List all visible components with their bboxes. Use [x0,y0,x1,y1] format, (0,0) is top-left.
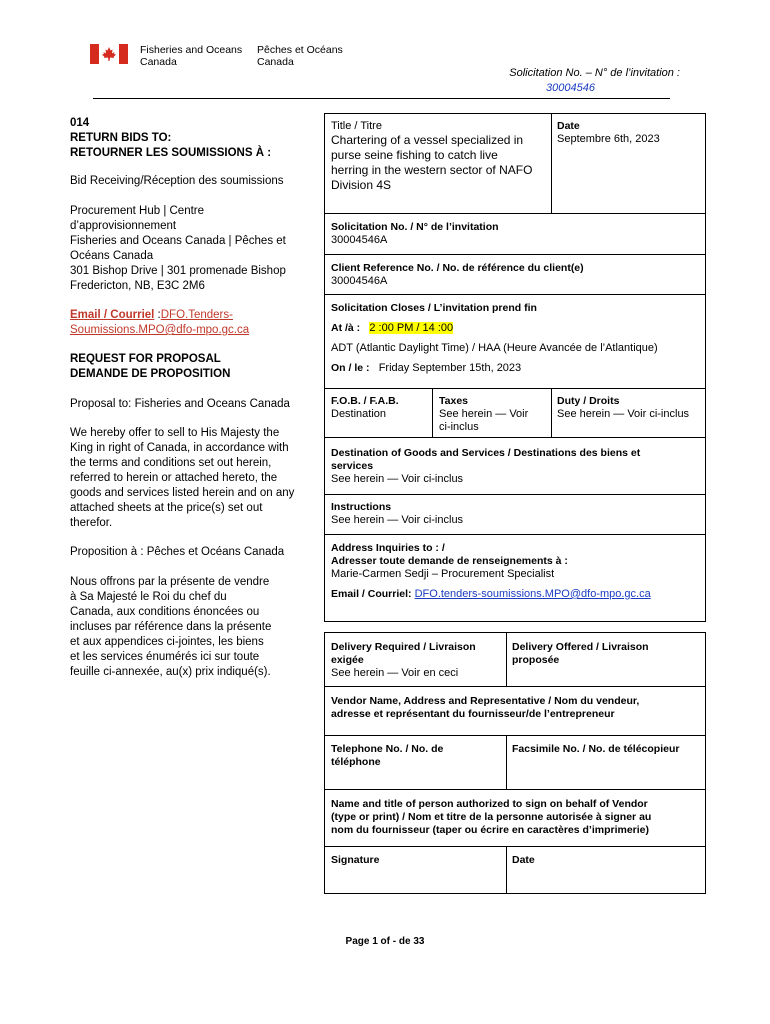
destination-cell [331,447,703,486]
solicitation-no-value: 30004546A [331,234,388,246]
rfp-title-en: REQUEST FOR PROPOSAL [70,353,221,365]
left-email-label: Email / Courriel [70,309,155,321]
telephone-label-line2: téléphone [331,756,381,768]
title-value-line: Division 4S [331,178,392,192]
inquiries-cell [331,542,703,601]
title-value-line: herring in the western sector of NAFO [331,163,533,177]
destination-label-line2: services [331,460,374,472]
closing-timezone: ADT (Atlantic Daylight Time) / HAA (Heure Avancée de l’Atlantique) [331,342,658,354]
delivery-required-cell [331,641,503,680]
address-line: Fredericton, NB, E3C 2M6 [70,280,205,292]
org-name-fr-line1: Pêches et Océans [257,44,343,56]
closing-at-label: At /à : [331,322,361,334]
fob-label: F.O.B. / F.A.B. [331,395,399,407]
divider [324,213,706,214]
left-email [70,308,325,338]
return-bids-fr: RETOURNER LES SOUMISSIONS À : [70,147,272,159]
signature-label: Signature [331,854,380,866]
address-line: Fisheries and Oceans Canada | Pêches et [70,235,286,247]
offer-en-line: the terms and conditions set out herein, [70,457,272,469]
left-email-colon: : [154,309,161,321]
instructions-cell [331,501,703,527]
solicitation-no-cell [331,221,701,247]
solicitation-header-number: 30004546 [546,82,595,94]
address-line: Procurement Hub | Centre [70,205,205,217]
address-line: d’approvisionnement [70,220,177,232]
divider [506,846,507,894]
date-label: Date [557,120,580,132]
divider [324,534,706,535]
offer-en-line: goods and services listed herein and on any [70,487,295,499]
left-email-link-part2[interactable]: Soumissions.MPO@dfo-mpo.gc.ca [70,324,250,336]
signature-date-cell[interactable] [512,854,702,867]
closing-date: Friday September 15th, 2023 [378,362,522,374]
divider [324,254,706,255]
delivery-required-label-line2: exigée [331,654,364,666]
return-bids-en: RETURN BIDS TO: [70,132,172,144]
offer-fr-line: incluses par référence dans la présente [70,621,272,633]
divider [324,846,706,847]
bid-receiving: Bid Receiving/Réception des soumissions [70,175,284,187]
divider [551,388,552,437]
delivery-offered-label-line1: Delivery Offered / Livraison [512,641,649,653]
title-value-line: purse seine fishing to catch live [331,148,498,162]
closing-on-label: On / le : [331,362,370,374]
solicitation-no-label: Solicitation No. / N° de l’invitation [331,221,499,233]
inquiries-contact: Marie-Carmen Sedji – Procurement Specialist [331,568,555,580]
closing-cell [331,302,703,375]
canada-flag-logo [90,44,128,64]
divider [432,388,433,437]
offer-fr [70,575,325,680]
date-value: Septembre 6th, 2023 [557,133,660,145]
divider [324,686,706,687]
taxes-value-line1: See herein — Voir [439,408,529,420]
fob-cell [331,395,431,421]
destination-label-line1: Destination of Goods and Services / Destinations des biens et [331,447,641,459]
date-cell [557,120,702,146]
taxes-cell [439,395,549,434]
offer-fr-line: feuille ci-annexée, au(x) prix indiqué(s). [70,666,271,678]
org-name-en [140,44,242,68]
vendor-label-line2: adresse et représentant du fournisseur/de l’entrepreneur [331,708,615,720]
client-ref-value: 30004546A [331,275,388,287]
telephone-cell[interactable] [331,743,503,769]
rfp-title [70,352,325,382]
proposition-fr: Proposition à : Pêches et Océans Canada [70,546,285,558]
facsimile-label: Facsimile No. / No. de télécopieur [512,743,680,755]
vendor-cell[interactable] [331,695,703,721]
offer-en-line: therefor. [70,517,113,529]
divider [324,735,706,736]
destination-value: See herein — Voir ci-inclus [331,473,464,485]
rfp-title-fr: DEMANDE DE PROPOSITION [70,368,231,380]
proposal-to: Proposal to: Fisheries and Oceans Canada [70,398,290,410]
offer-fr-line: et aux appendices ci-jointes, les biens [70,636,264,648]
header-divider [93,98,670,99]
instructions-label: Instructions [331,501,392,513]
authorized-label-line3: nom du fournisseur (taper ou écrire en caractères d’imprimerie) [331,824,650,836]
return-address [70,204,325,294]
client-ref-cell [331,262,701,288]
signature-cell[interactable] [331,854,503,867]
divider [551,113,552,213]
solicitation-header-label: Solicitation No. – N° de l’invitation : [509,67,680,79]
duty-value: See herein — Voir ci-inclus [557,408,690,420]
org-name-fr-line2: Canada [257,56,294,68]
address-line: 301 Bishop Drive | 301 promenade Bishop [70,265,286,277]
closing-label: Solicitation Closes / L’invitation prend fin [331,302,537,314]
client-ref-label: Client Reference No. / No. de référence du client(e) [331,262,584,274]
divider [324,494,706,495]
signature-date-label: Date [512,854,535,866]
title-label: Title / Titre [331,120,382,132]
inquiries-email-label: Email / Courriel: [331,588,412,600]
offer-en [70,426,325,531]
duty-label: Duty / Droits [557,395,620,407]
telephone-label-line1: Telephone No. / No. de [331,743,444,755]
closing-time: 2 :00 PM / 14 :00 [369,322,454,334]
org-name-fr [257,44,343,68]
inquiries-label-line2: Adresser toute demande de renseignements à : [331,555,568,567]
inquiries-email-link[interactable]: DFO.tenders-soumissions.MPO@dfo-mpo.gc.ca [414,588,651,600]
authorized-person-cell[interactable] [331,798,703,837]
org-name-en-line1: Fisheries and Oceans [140,44,243,56]
fob-value: Destination [331,408,387,420]
offer-fr-line: Canada, aux conditions énoncées ou [70,606,260,618]
title-value [331,133,546,193]
taxes-value-line2: ci-inclus [439,421,479,433]
title-value-line: Chartering of a vessel specialized in [331,133,524,147]
offer-en-line: attached sheets at the price(s) set out [70,502,263,514]
org-name-en-line2: Canada [140,56,177,68]
divider [506,632,507,686]
offer-fr-line: Nous offrons par la présente de vendre [70,576,270,588]
authorized-label-line1: Name and title of person authorized to sign on behalf of Vendor [331,798,648,810]
duty-cell [557,395,705,421]
offer-en-line: referred to herein or attached hereto, the [70,472,278,484]
divider [324,437,706,438]
facsimile-cell[interactable] [512,743,704,756]
return-bids-block [70,116,325,161]
inquiries-label-line1: Address Inquiries to : / [331,542,445,554]
divider [324,388,706,389]
offer-en-line: We hereby offer to sell to His Majesty the [70,427,280,439]
left-email-link-part1[interactable]: DFO.Tenders- [160,309,233,321]
divider [324,789,706,790]
offer-fr-line: à Sa Majesté le Roi du chef du [70,591,227,603]
offer-en-line: King in right of Canada, in accordance with [70,442,289,454]
solicitation-header [470,66,680,96]
address-line: Océans Canada [70,250,154,262]
authorized-label-line2: (type or print) / Nom et titre de la personne autorisée à signer au [331,811,652,823]
taxes-label: Taxes [439,395,468,407]
delivery-offered-cell[interactable] [512,641,702,667]
delivery-offered-label-line2: proposée [512,654,560,666]
offer-fr-line: et les services énumérés ici sur toute [70,651,260,663]
delivery-required-value: See herein — Voir en ceci [331,667,459,679]
vendor-label-line1: Vendor Name, Address and Representative / Nom du vendeur, [331,695,640,707]
divider [324,294,706,295]
instructions-value: See herein — Voir ci-inclus [331,514,464,526]
title-cell [331,120,546,193]
delivery-required-label-line1: Delivery Required / Livraison [331,641,476,653]
divider [506,735,507,789]
form-code: 014 [70,117,90,129]
page-number: Page 1 of - de 33 [345,936,425,947]
